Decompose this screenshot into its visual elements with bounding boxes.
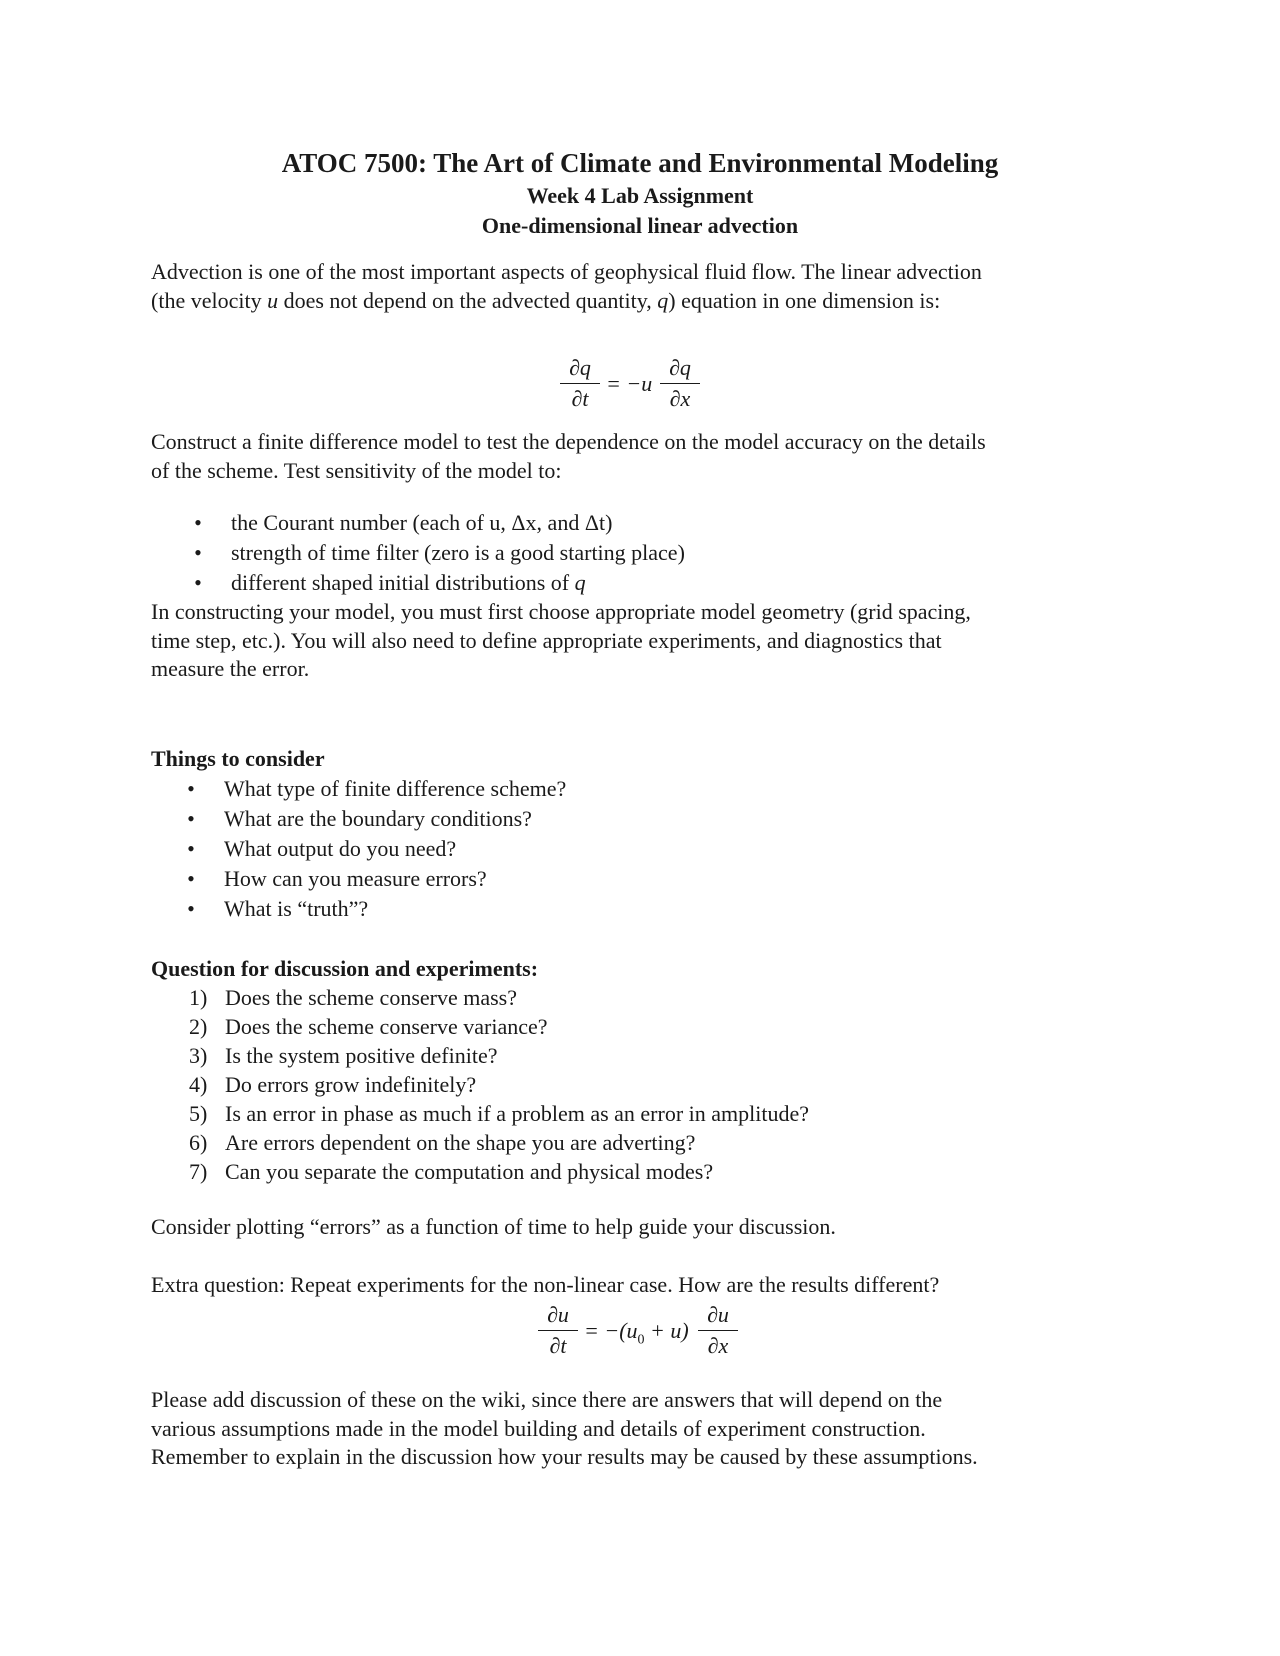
plotting-line: Consider plotting “errors” as a function of time to help guide your discussion. (151, 1214, 836, 1239)
document-topic: One-dimensional linear advection (481, 213, 799, 238)
list-item-text: How can you measure errors? (224, 866, 487, 891)
list-item-text: Does the scheme conserve mass? (225, 985, 518, 1010)
construct-paragraph (151, 428, 1151, 485)
list-item-text: Does the scheme conserve variance? (225, 1014, 548, 1039)
eq2-lhs-fraction (538, 1302, 578, 1359)
fraction-bar (538, 1330, 578, 1331)
fraction-bar (698, 1330, 738, 1331)
eq2-middle-a: = −(u (584, 1318, 638, 1343)
eq2-rhs-numerator: ∂u (707, 1302, 729, 1327)
eq1-lhs-fraction (560, 355, 600, 412)
list-item-number: 5) (189, 1101, 208, 1126)
eq1-rhs-denominator: ∂x (669, 386, 691, 411)
bullet-icon: • (187, 896, 195, 921)
bullet-icon: • (194, 570, 202, 595)
list-item-text: Can you separate the computation and physical modes? (225, 1159, 714, 1184)
constructing-line-1: In constructing your model, you must first choose appropriate model geometry (grid spacing, (151, 599, 971, 624)
constructing-paragraph (151, 598, 1151, 684)
construct-line-1: Construct a finite difference model to test the dependence on the model accuracy on the details (151, 429, 986, 454)
extra-line: Extra question: Repeat experiments for the non-linear case. How are the results different? (151, 1272, 940, 1297)
fraction-bar (660, 383, 700, 384)
eq2-lhs-numerator: ∂u (547, 1302, 569, 1327)
eq1-lhs-denominator: ∂t (571, 386, 589, 411)
list-item-number: 6) (189, 1130, 208, 1155)
list-item-text: Do errors grow indefinitely? (225, 1072, 477, 1097)
construct-line-2: of the scheme. Test sensitivity of the model to: (151, 457, 562, 483)
advection-equation (560, 355, 720, 415)
intro-text: (the velocity (151, 287, 268, 313)
list-item-text: strength of time filter (zero is a good starting place) (231, 540, 685, 565)
closing-paragraph (151, 1386, 1151, 1472)
document-subtitle: Week 4 Lab Assignment (526, 183, 754, 208)
bullet-icon: • (187, 836, 195, 861)
list-item-text: What type of finite difference scheme? (224, 776, 567, 801)
list-item-text: What output do you need? (224, 836, 457, 861)
eq2-lhs-denominator: ∂t (549, 1333, 567, 1358)
list-item-text: What is “truth”? (224, 896, 369, 921)
list-item-number: 7) (189, 1159, 208, 1184)
list-item-text: Are errors dependent on the shape you are adverting? (225, 1130, 696, 1155)
list-item-text: What are the boundary conditions? (224, 806, 532, 831)
list-item-number: 1) (189, 985, 208, 1010)
list-item-text: Is an error in phase as much if a problem as an error in amplitude? (225, 1101, 810, 1126)
extra-question (151, 1271, 1151, 1300)
eq1-rhs-numerator: ∂q (669, 355, 691, 380)
plotting-paragraph (151, 1213, 1151, 1242)
eq1-lhs-numerator: ∂q (569, 355, 591, 380)
eq2-subscript: 0 (637, 1332, 645, 1348)
closing-line-1: Please add discussion of these on the wiki, since there are answers that will depend on the (151, 1387, 943, 1412)
list-item-number: 2) (189, 1014, 208, 1039)
fraction-bar (560, 383, 600, 384)
nonlinear-equation (538, 1302, 738, 1362)
closing-line-3: Remember to explain in the discussion how your results may be caused by these assumptions. (151, 1444, 978, 1469)
intro-text: ) equation in one dimension is: (668, 287, 941, 313)
eq1-rhs-fraction (660, 355, 700, 412)
bullet-icon: • (187, 776, 195, 801)
list-item-text: Is the system positive definite? (225, 1043, 498, 1068)
constructing-line-3: measure the error. (151, 656, 310, 681)
things-heading: Things to consider (151, 746, 325, 771)
var-q: q (657, 287, 669, 313)
list-item-number: 3) (189, 1043, 208, 1068)
document-title: ATOC 7500: The Art of Climate and Environmental Modeling (281, 148, 999, 178)
var-q: q (574, 570, 586, 595)
bullet-icon: • (194, 540, 202, 565)
bullet-icon: • (187, 806, 195, 831)
eq1-middle: = −u (606, 371, 653, 396)
intro-line-1: Advection is one of the most important aspects of geophysical fluid flow. The linear advection (151, 259, 982, 284)
list-item-text: different shaped initial distributions of (231, 570, 575, 595)
eq2-rhs-denominator: ∂x (707, 1333, 729, 1358)
questions-heading: Question for discussion and experiments: (151, 956, 539, 981)
bullet-icon: • (194, 510, 202, 535)
eq2-middle (584, 1318, 689, 1348)
var-u: u (267, 287, 279, 313)
constructing-line-2: time step, etc.). You will also need to define appropriate experiments, and diagnostics that (151, 627, 942, 653)
list-item-text: the Courant number (each of u, Δx, and Δt) (231, 510, 613, 535)
intro-paragraph (151, 258, 1151, 315)
intro-text: does not depend on the advected quantity, (278, 287, 658, 313)
intro-line-2 (151, 287, 1151, 316)
list-item-number: 4) (189, 1072, 208, 1097)
eq2-middle-b: + u) (644, 1318, 689, 1343)
eq2-rhs-fraction (698, 1302, 738, 1359)
closing-line-2: various assumptions made in the model building and details of experiment construction. (151, 1415, 926, 1441)
bullet-icon: • (187, 866, 195, 891)
